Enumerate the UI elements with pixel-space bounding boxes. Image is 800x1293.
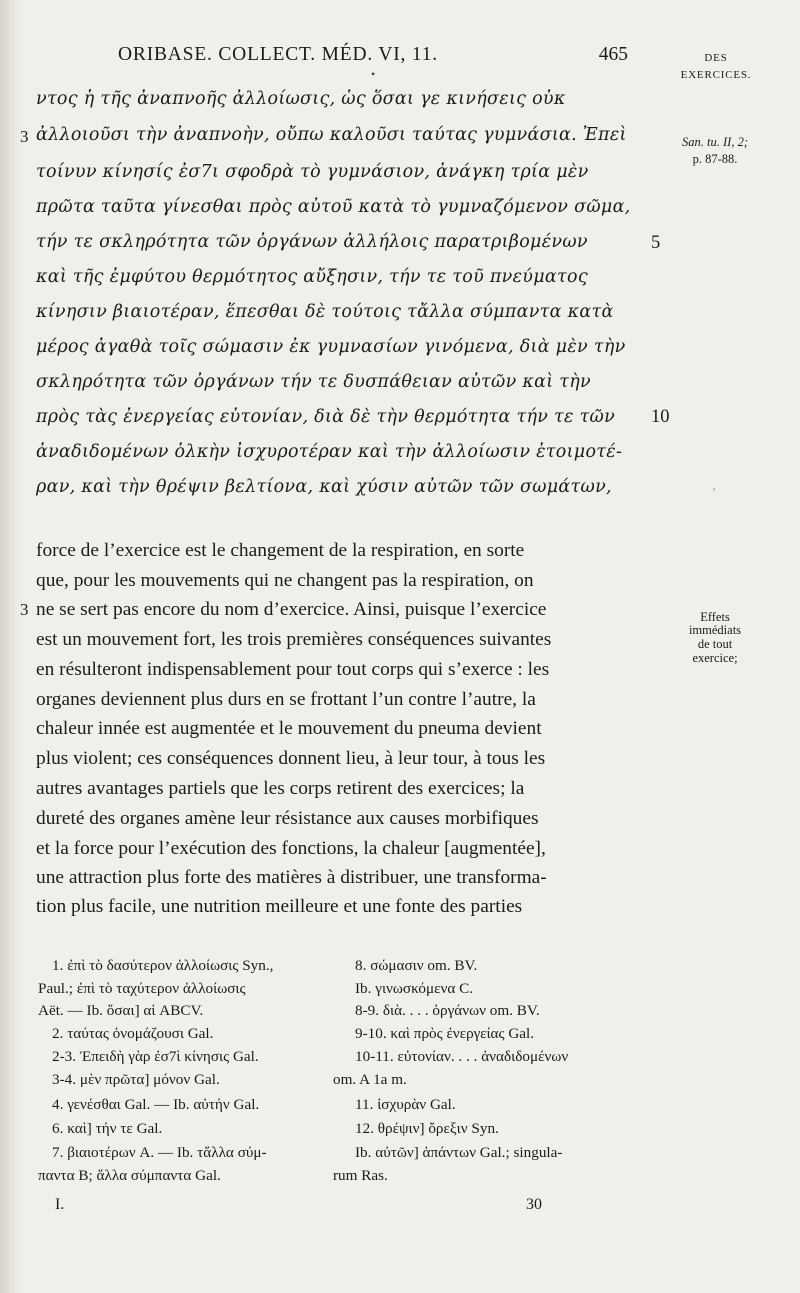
running-title: ORIBASE. COLLECT. MÉD. VI, 11. — [118, 44, 438, 65]
greek-line: τήν τε σκληρότητα τῶν ὀργάνων ἀλλήλοις παρατριβομένων — [36, 232, 588, 252]
greek-line: ἀναδιδομένων ὁλκὴν ἰσχυροτέραν καὶ τὴν ἀλλοίωσιν ἑτοιμοτέ- — [36, 442, 623, 462]
page-number: 465 — [598, 44, 628, 65]
greek-line: κίνησιν βιαιοτέραν, ἕπεσθαι δὲ τούτοις τἄλλα σύμπαντα κατὰ — [36, 302, 614, 322]
greek-line-number-5: 5 — [651, 233, 661, 253]
source-ref-line-2: p. 87-88. — [692, 152, 738, 166]
french-line: autres avantages partiels que les corps retirent des exercices; la — [36, 778, 525, 799]
footnote-line: 2-3. Ἐπειδὴ γὰρ ἐσ7ὶ κίνησις Gal. — [52, 1048, 259, 1065]
footnote-line: 4. γενέσθαι Gal. — Ib. αὐτήν Gal. — [52, 1096, 260, 1113]
french-line: organes deviennent plus durs en se frottant l’un contre l’autre, la — [36, 689, 536, 710]
page-header — [118, 44, 638, 74]
footnote-line: 9-10. καὶ πρὸς ἐνεργείας Gal. — [355, 1025, 535, 1042]
margin-header-exercices: EXERCICES. — [680, 69, 752, 81]
greek-line-number-10: 10 — [651, 407, 670, 427]
french-line: tion plus facile, une nutrition meilleure et une fonte des parties — [36, 896, 523, 917]
footnote-line: 8. σώμασιν om. BV. — [355, 957, 478, 974]
footnote-line: Paul.; ἐπὶ τὸ ταχύτερον ἀλλοίωσις — [38, 980, 246, 997]
footnote-line: παντα B; ἄλλα σύμπαντα Gal. — [38, 1167, 221, 1184]
footnote-line: 2. ταύτας ὀνομάζουσι Gal. — [52, 1025, 214, 1042]
greek-line: πρὸς τὰς ἐνεργείας εὐτονίαν, διὰ δὲ τὴν θερμότητα τήν τε τῶν — [36, 407, 616, 427]
margin-tick-mark: ˒ — [712, 480, 716, 494]
french-line: que, pour les mouvements qui ne changent pas la respiration, on — [36, 570, 534, 591]
source-ref-line-1: San. tu. II, 2; — [682, 135, 748, 149]
greek-line: μέρος ἀγαθὰ τοῖς σώμασιν ἐκ γυμνασίων γινόμενα, διὰ μὲν τὴν — [36, 337, 626, 357]
french-line: est un mouvement fort, les trois premières conséquences suivantes — [36, 629, 552, 650]
header-dot-mark: • — [371, 67, 376, 81]
greek-line: καὶ τῆς ἐμφύτου θερμότητος αὔξησιν, τήν τε τοῦ πνεύματος — [36, 267, 588, 287]
footnote-line: 3-4. μὲν πρῶτα] μόνον Gal. — [52, 1071, 220, 1088]
french-line: une attraction plus forte des matières à distribuer, une transforma- — [36, 867, 547, 888]
footnote-line: Aët. — Ib. ὅσαι] αἱ ABCV. — [38, 1002, 204, 1019]
footnote-line: rum Ras. — [333, 1167, 388, 1184]
gathering-number: 30 — [526, 1196, 542, 1213]
french-line: force de l’exercice est le changement de la respiration, en sorte — [36, 540, 525, 561]
summary-note-line-2: immédiats — [688, 623, 742, 637]
summary-note-line-4: exercice; — [692, 651, 738, 665]
footnote-line: 7. βιαιοτέρων A. — Ib. τἄλλα σύμ- — [52, 1144, 267, 1161]
greek-line: πρῶτα ταῦτα γίνεσθαι πρὸς αὐτοῦ κατὰ τὸ γυμναζόμενον σῶμα, — [36, 197, 631, 217]
footnote-line: 6. καὶ] τήν τε Gal. — [52, 1120, 163, 1137]
footnote-line: om. A 1a m. — [333, 1071, 407, 1088]
footnote-line: Ib. αὐτῶν] ἁπάντων Gal.; singula- — [355, 1144, 563, 1161]
footnote-line: 8-9. διὰ. . . . ὀργάνων om. BV. — [355, 1002, 540, 1019]
greek-line: τοίνυν κίνησίς ἐσ7ι σφοδρὰ τὸ γυμνάσιον, ἀνάγκη τρία μὲν — [36, 162, 589, 182]
margin-header-des: DES — [704, 52, 728, 64]
greek-line-number-3: 3 — [20, 127, 29, 146]
french-line: chaleur innée est augmentée et le mouvement du pneuma devient — [36, 718, 542, 739]
summary-note-line-3: de tout — [697, 637, 733, 651]
footnote-line: 12. θρέψιν] ὄρεξιν Syn. — [355, 1120, 499, 1137]
footnote-line: 10-11. εὐτονίαν. . . . ἀναδιδομένων — [355, 1048, 569, 1065]
footnote-line: 1. ἐπὶ τὸ δασύτερον ἀλλοίωσις Syn., — [52, 957, 274, 974]
footnote-line: 11. ἰσχυρὰν Gal. — [355, 1096, 456, 1113]
greek-line: ἀλλοιοῦσι τὴν ἀναπνοὴν, οὔπω καλοῦσι ταύτας γυμνάσια. Ἐπεὶ — [36, 125, 627, 145]
footnote-line: Ib. γινωσκόμενα C. — [355, 980, 474, 997]
greek-line: ντος ἡ τῆς ἀναπνοῆς ἀλλοίωσις, ὡς ὅσαι γε κινήσεις οὐκ — [36, 89, 566, 109]
french-line-number-3: 3 — [20, 600, 29, 619]
page-gutter-shadow — [0, 0, 26, 1293]
signature-mark: I. — [55, 1196, 65, 1213]
greek-line: σκληρότητα τῶν ὀργάνων τήν τε δυσπάθειαν αὐτῶν καὶ τὴν — [36, 372, 591, 392]
french-line: ne se sert pas encore du nom d’exercice. Ainsi, puisque l’exercice — [36, 599, 547, 620]
french-line: dureté des organes amène leur résistance aux causes morbifiques — [36, 808, 539, 829]
greek-line: ραν, καὶ τὴν θρέψιν βελτίονα, καὶ χύσιν αὐτῶν τῶν σωμάτων, — [36, 477, 612, 497]
french-line: en résulteront indispensablement pour tout corps qui s’exerce : les — [36, 659, 550, 680]
summary-note-line-1: Effets — [700, 610, 730, 624]
french-line: et la force pour l’exécution des fonctions, la chaleur [augmentée], — [36, 838, 546, 859]
french-line: plus violent; ces conséquences donnent lieu, à leur tour, à tous les — [36, 748, 546, 769]
